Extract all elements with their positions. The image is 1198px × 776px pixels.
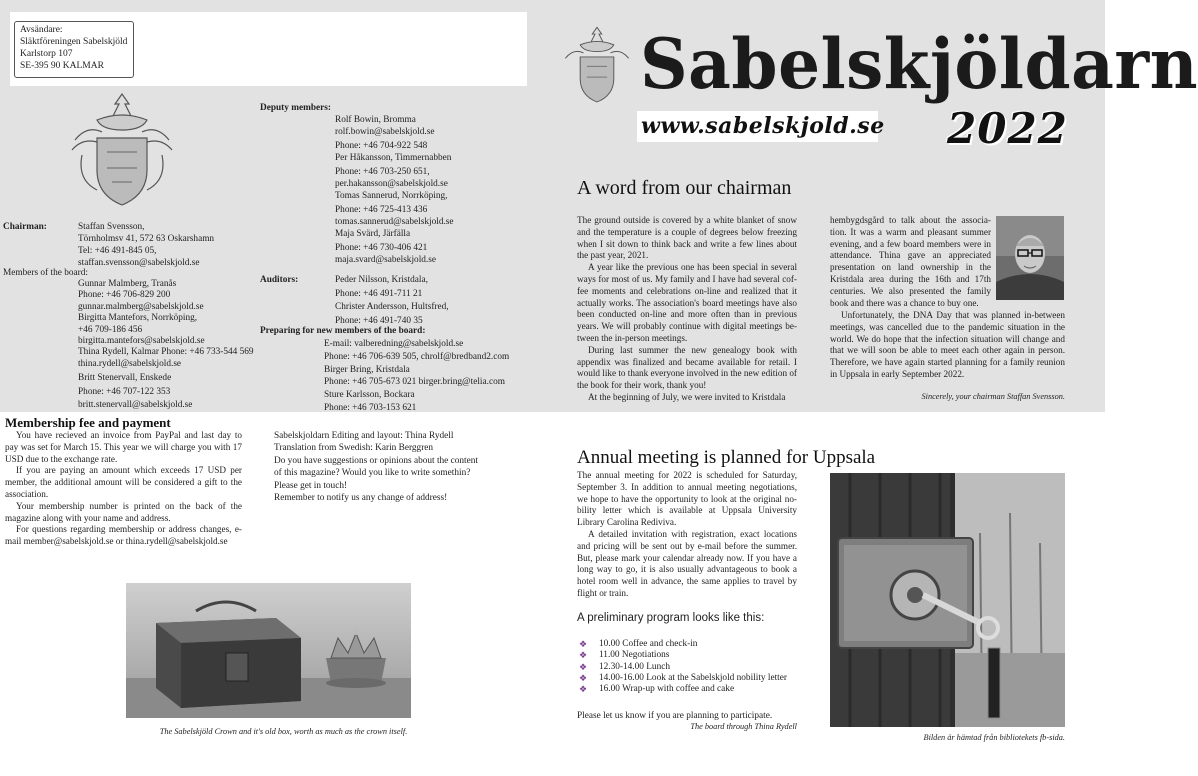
diamond-bullet-icon: ❖ [579, 650, 588, 661]
paragraph: Unfortunately, the DNA Day that was planned in-between meetings, was cancelled due to the pandemic situation in the world. We do hope that the infection situation will change and that we will soon be able to meet each other again in person. Therefore, we have again started planning for a family reunion in Uppsala in early September 2022. [830, 310, 1065, 379]
door-lock-photo [830, 473, 1065, 727]
membership-heading: Membership fee and payment [5, 415, 171, 430]
chairman-signature: Sincerely, your chairman Staffan Svensson. [921, 392, 1065, 401]
list-item [577, 662, 787, 673]
nomination-line: Birger Bring, Kristdala [324, 364, 410, 375]
paragraph: You have recieved an invoice from PayPal and last day to pay was set for March 15. This year we will charge you with 17 USD due to the exchange rate. [5, 430, 242, 464]
door-caption: Bilden är hämtad från bibliotekets fb-sida. [923, 733, 1065, 742]
editorial-info [274, 430, 478, 504]
chairman-line: staffan.svensson@sabelskjold.se [78, 258, 200, 268]
sender-line: SE-395 90 KALMAR [20, 61, 104, 71]
editorial-line: Sabelskjoldarn Editing and layout: Thina Rydell [274, 431, 454, 441]
sender-line: Avsändare: [20, 25, 63, 35]
chairman-heading: A word from our chairman [577, 177, 792, 199]
program-item: 11.00 Negotiations [599, 650, 670, 661]
program-list [577, 639, 787, 695]
chairman-portrait [996, 216, 1064, 300]
deputy-block [335, 114, 454, 266]
program-item: 10.00 Coffee and check-in [599, 639, 698, 649]
sender-line: Släktföreningen Sabelskjöld [20, 37, 128, 47]
nomination-label: Preparing for new members of the board: [260, 326, 426, 336]
members-label: Members of the board: [3, 268, 88, 278]
editorial-line: Remember to notify us any change of address! [274, 493, 448, 504]
program-heading: A preliminary program looks like this: [577, 612, 765, 624]
issue-year: 2022 [947, 104, 1068, 153]
program-item: 14.00-16.00 Look at the Sabelskjold nobility letter [599, 672, 787, 683]
auditor-line: Christer Andersson, Hultsfred, [335, 302, 449, 312]
deputy-line: tomas.sannerud@sabelskjold.se [335, 217, 454, 227]
nomination-line: Phone: +46 705-673 021 birger.bring@telia.com [324, 377, 505, 388]
sender-line: Karlstorp 107 [20, 49, 73, 59]
diamond-bullet-icon: ❖ [579, 672, 588, 683]
paragraph: A year like the previous one has been special in several ways for most of us. My family and I have had several cof-fee moments and celebrations on-line and realized that it actually works. The association's board meetings have also been conducted on-line and more often than in previous years. We will probably continue with digital meetings be-tween the in-person meetings. [577, 262, 797, 343]
deputy-line: maja.svard@sabelskjold.se [335, 255, 436, 265]
deputy-line: Phone: +46 730-406 421 [335, 243, 428, 253]
program-item: 16.00 Wrap-up with coffee and cake [599, 684, 735, 695]
deputy-label: Deputy members: [260, 103, 332, 113]
auditors-block [335, 274, 449, 328]
chairman-line: Törnholmsv 41, 572 63 Oskarshamn [78, 234, 215, 244]
editorial-line: Do you have suggestions or opinions about the content [274, 455, 478, 466]
member-line: +46 709-186 456 [78, 324, 143, 335]
member-line: Thina Rydell, Kalmar Phone: +46 733-544 569 [78, 347, 254, 358]
nomination-line: Phone: +46 703-153 621 [324, 402, 417, 413]
list-item [577, 684, 787, 695]
sender-address [14, 21, 134, 78]
chairman-line: Staffan Svensson, [78, 222, 145, 232]
members-block [78, 279, 254, 411]
chairman-text-col2b [830, 310, 1065, 381]
diamond-bullet-icon: ❖ [579, 639, 588, 649]
member-line: Phone: +46 707-122 353 [78, 386, 171, 397]
website-link[interactable]: www.sabelskjold.se [641, 113, 885, 139]
editorial-line: Please get in touch! [274, 480, 348, 491]
nomination-line: E-mail: valberedning@sabelskjold.se [324, 339, 464, 349]
deputy-line: Tomas Sannerud, Norrköping, [335, 191, 448, 201]
auditor-line: Phone: +46 491-711 21 [335, 289, 423, 299]
annual-heading: Annual meeting is planned for Uppsala [577, 447, 876, 468]
list-item [577, 639, 787, 650]
deputy-line: per.hakansson@sabelskjold.se [335, 179, 448, 189]
membership-text [5, 430, 242, 548]
list-item [577, 673, 787, 684]
deputy-line: Rolf Bowin, Bromma [335, 115, 416, 125]
deputy-line: Maja Svärd, Järfälla [335, 229, 411, 239]
diamond-bullet-icon: ❖ [579, 661, 588, 672]
diamond-bullet-icon: ❖ [579, 684, 588, 695]
deputy-line: Phone: +46 704-922 548 [335, 141, 428, 151]
participation-note: Please let us know if you are planning to participate. [577, 711, 773, 721]
coat-of-arms-icon [560, 20, 634, 110]
paragraph: During last summer the new genealogy book with appendix was finalized and became available for retail. I would like to thank everyone involved in the new edition of the book for their work, thank you! [577, 344, 797, 391]
chairman-line: Tel: +46 491-845 05, [78, 246, 157, 256]
masthead-title: Sabelskjöldarn [640, 23, 1198, 105]
member-line: Gunnar Malmberg, Tranås [78, 279, 177, 289]
member-line: britt.stenervall@sabelskjold.se [78, 400, 193, 411]
chairman-label: Chairman: [3, 222, 47, 232]
chairman-text-col2a [830, 215, 991, 309]
nomination-line: Phone: +46 706-639 505, chrolf@bredband2.com [324, 351, 510, 362]
deputy-line: Per Håkansson, Timmernabben [335, 153, 452, 163]
paragraph: hembygdsgård to talk about the associa-tion. It was a warm and pleasant summer evening, and a few board members were in attendance. Thina gave an appreciated presentation on land ownership in the Kristdala area during the 16th and 17th centuries. We also presented the family book and there was a chance to buy one. [830, 215, 991, 308]
nomination-block [324, 338, 509, 415]
member-line: Birgitta Mantefors, Norrköping, [78, 313, 198, 324]
editorial-line: of this magazine? Would you like to write somethin? [274, 468, 471, 479]
member-line: Britt Stenervall, Enskede [78, 373, 172, 384]
list-item [577, 650, 787, 661]
nomination-line: Sture Karlsson, Bockara [324, 390, 415, 401]
member-line: thina.rydell@sabelskjold.se [78, 358, 182, 369]
paragraph: The annual meeting for 2022 is scheduled for Saturday, September 3. In addition to annual meeting negotiations, we hope to have the opportunity to look at the original no-bility letter which is available at Uppsala University Library Carolina Rediviva. [577, 470, 797, 528]
crown-caption: The Sabelskjöld Crown and it's old box, worth as much as the crown itself. [159, 727, 408, 736]
coat-of-arms-icon [67, 90, 177, 210]
board-signoff: The board through Thina Rydell [690, 722, 797, 731]
auditor-line: Peder Nilsson, Kristdala, [335, 275, 428, 285]
paragraph: For questions regarding membership or address changes, e-mail member@sabelskjold.se or thina.rydell@sabelskjold.se [5, 524, 242, 547]
paragraph: At the beginning of July, we were invited to Kristdala [588, 391, 786, 402]
chairman-block [78, 221, 214, 269]
crown-box-photo [126, 583, 411, 718]
program-item: 12.30-14.00 Lunch [599, 661, 671, 672]
auditors-label: Auditors: [260, 275, 299, 285]
member-line: Phone: +46 706-829 200 [78, 290, 171, 301]
member-line: birgitta.mantefors@sabelskjold.se [78, 336, 205, 347]
paragraph: If you are paying an amount which exceeds 17 USD per member, the additional amount will be considered a gift to the association. [5, 465, 242, 499]
member-line: gunnar.malmberg@sabelskjold.se [78, 301, 204, 312]
chairman-text-col1 [577, 215, 797, 404]
paragraph: A detailed invitation with registration, exact locations and pricing will be sent out by e-mail before the summer. But, please mark your calendar already now. If you have a long way to go, it is also usually advantageous to book a hotel room well in advance, the same applies to travel by flight or train. [577, 528, 797, 598]
paragraph: The ground outside is covered by a white blanket of snow and the temperature is a couple of degrees below freezing when I sit down to think back and write a few lines about the past year, 2021. [577, 215, 797, 261]
paragraph: Your membership number is printed on the back of the magazine along with your name and address. [5, 500, 242, 523]
deputy-line: Phone: +46 703-250 651, [335, 167, 430, 177]
deputy-line: Phone: +46 725-413 436 [335, 205, 428, 215]
auditor-line: Phone: +46 491-740 35 [335, 316, 423, 326]
deputy-line: rolf.bowin@sabelskjold.se [335, 127, 435, 137]
editorial-line: Translation from Swedish: Karin Berggren [274, 443, 434, 454]
annual-text [577, 470, 797, 600]
